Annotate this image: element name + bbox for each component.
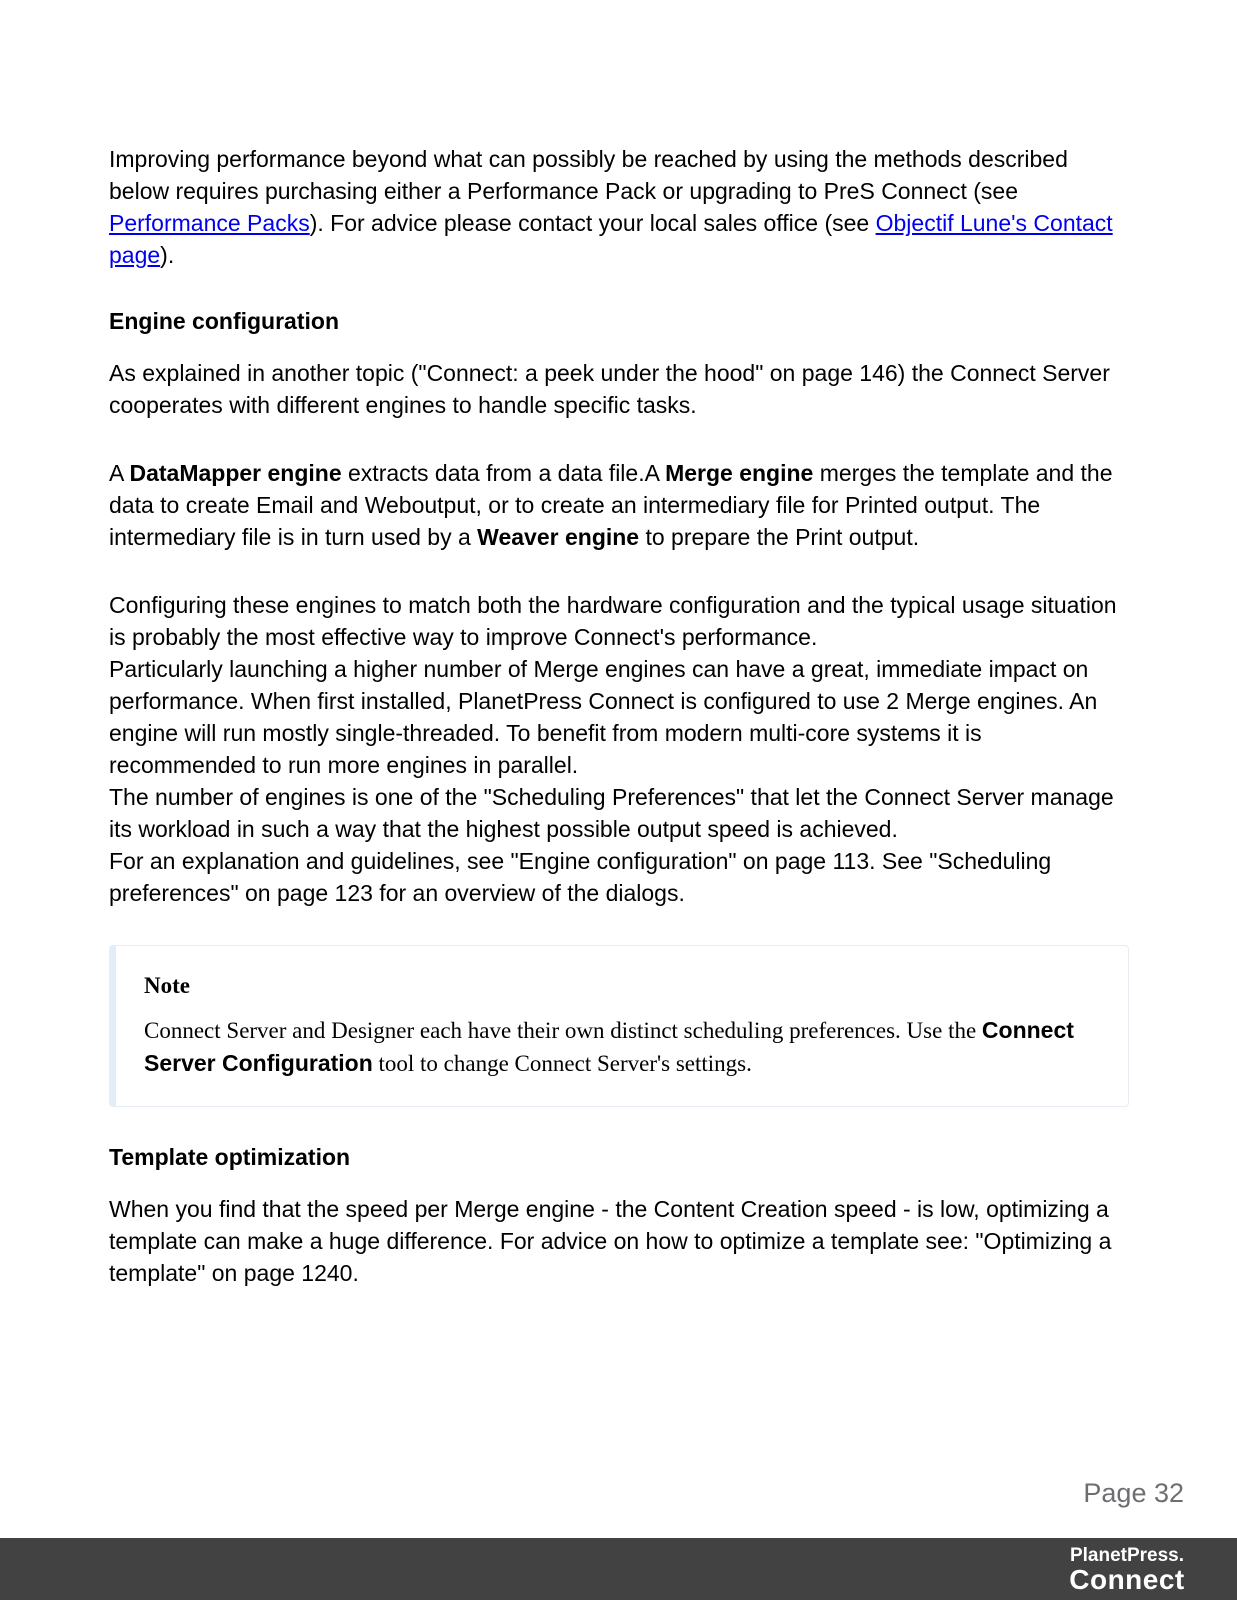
note-box	[109, 945, 1129, 1107]
engine-configuration-heading: Engine configuration	[109, 308, 339, 334]
template-optimization-heading: Template optimization	[109, 1144, 351, 1170]
engines-description-paragraph	[109, 457, 1129, 553]
intro-text-1: Improving performance beyond what can possibly be reached by using the methods described below requires purchasing either a Performance Pack or upgrading to PreS Connect (see	[109, 146, 1068, 204]
performance-packs-link[interactable]: Performance Packs	[109, 210, 310, 236]
note-title: Note	[144, 973, 190, 998]
logo-bottom-text: Connect	[1069, 1564, 1185, 1595]
configuring-engines-line-1: Configuring these engines to match both the hardware configuration and the typical usage situation is probably the most effective way to improve Connect's performance.	[109, 592, 1117, 650]
datamapper-engine-term: DataMapper engine	[129, 460, 342, 486]
contact-page-link[interactable]: Objectif Lune's Contact page	[109, 210, 1113, 268]
engines-text-3: merges the template and the data to create Email and Weboutput, or to create an intermediary file for Printed output. The intermediary file is in turn used by a	[109, 460, 1113, 550]
note-text-1: Connect Server and Designer each have their own distinct scheduling preferences. Use the	[144, 1018, 982, 1043]
document-body	[109, 143, 1129, 1289]
intro-paragraph	[109, 143, 1129, 271]
engine-intro-paragraph: As explained in another topic ("Connect: a peek under the hood" on page 146) the Connect Server cooperates with different engines to handle specific tasks.	[109, 360, 1110, 418]
configuring-engines-line-3: The number of engines is one of the "Scheduling Preferences" that let the Connect Server manage its workload in such a way that the highest possible output speed is achieved.	[109, 784, 1114, 842]
engines-text-2: extracts data from a data file.A	[341, 460, 666, 486]
intro-text-2: ). For advice please contact your local sales office (see	[309, 210, 876, 236]
planetpress-connect-logo	[1057, 1546, 1197, 1594]
note-text-2: tool to change Connect Server's settings.	[372, 1051, 752, 1076]
template-optimization-paragraph: When you find that the speed per Merge engine - the Content Creation speed - is low, optimizing a template can make a huge difference. For advice on how to optimize a template see: "Optimizing a template" on page 1240.	[109, 1196, 1112, 1286]
connect-server-configuration-term: Connect Server Configuration	[144, 1017, 1074, 1076]
page-number: Page 32	[1083, 1478, 1184, 1508]
weaver-engine-term: Weaver engine	[477, 524, 640, 550]
engines-text-4: to prepare the Print output.	[639, 524, 920, 550]
merge-engine-term: Merge engine	[665, 460, 814, 486]
footer-bar	[0, 1538, 1237, 1600]
note-text	[144, 1014, 1102, 1080]
configuring-engines-line-2: Particularly launching a higher number of Merge engines can have a great, immediate impact on performance. When first installed, PlanetPress Connect is configured to use 2 Merge engines. An engine will run mostly single-threaded. To benefit from modern multi-core systems it is recommended to run more engines in parallel.	[109, 656, 1098, 778]
engines-text-1: A	[109, 460, 130, 486]
logo-top-text: PlanetPress.	[1069, 1545, 1185, 1566]
configuring-engines-line-4: For an explanation and guidelines, see "Engine configuration" on page 113. See "Scheduling preferences" on page 123 for an overview of the dialogs.	[109, 848, 1052, 906]
intro-text-3: ).	[160, 242, 175, 268]
